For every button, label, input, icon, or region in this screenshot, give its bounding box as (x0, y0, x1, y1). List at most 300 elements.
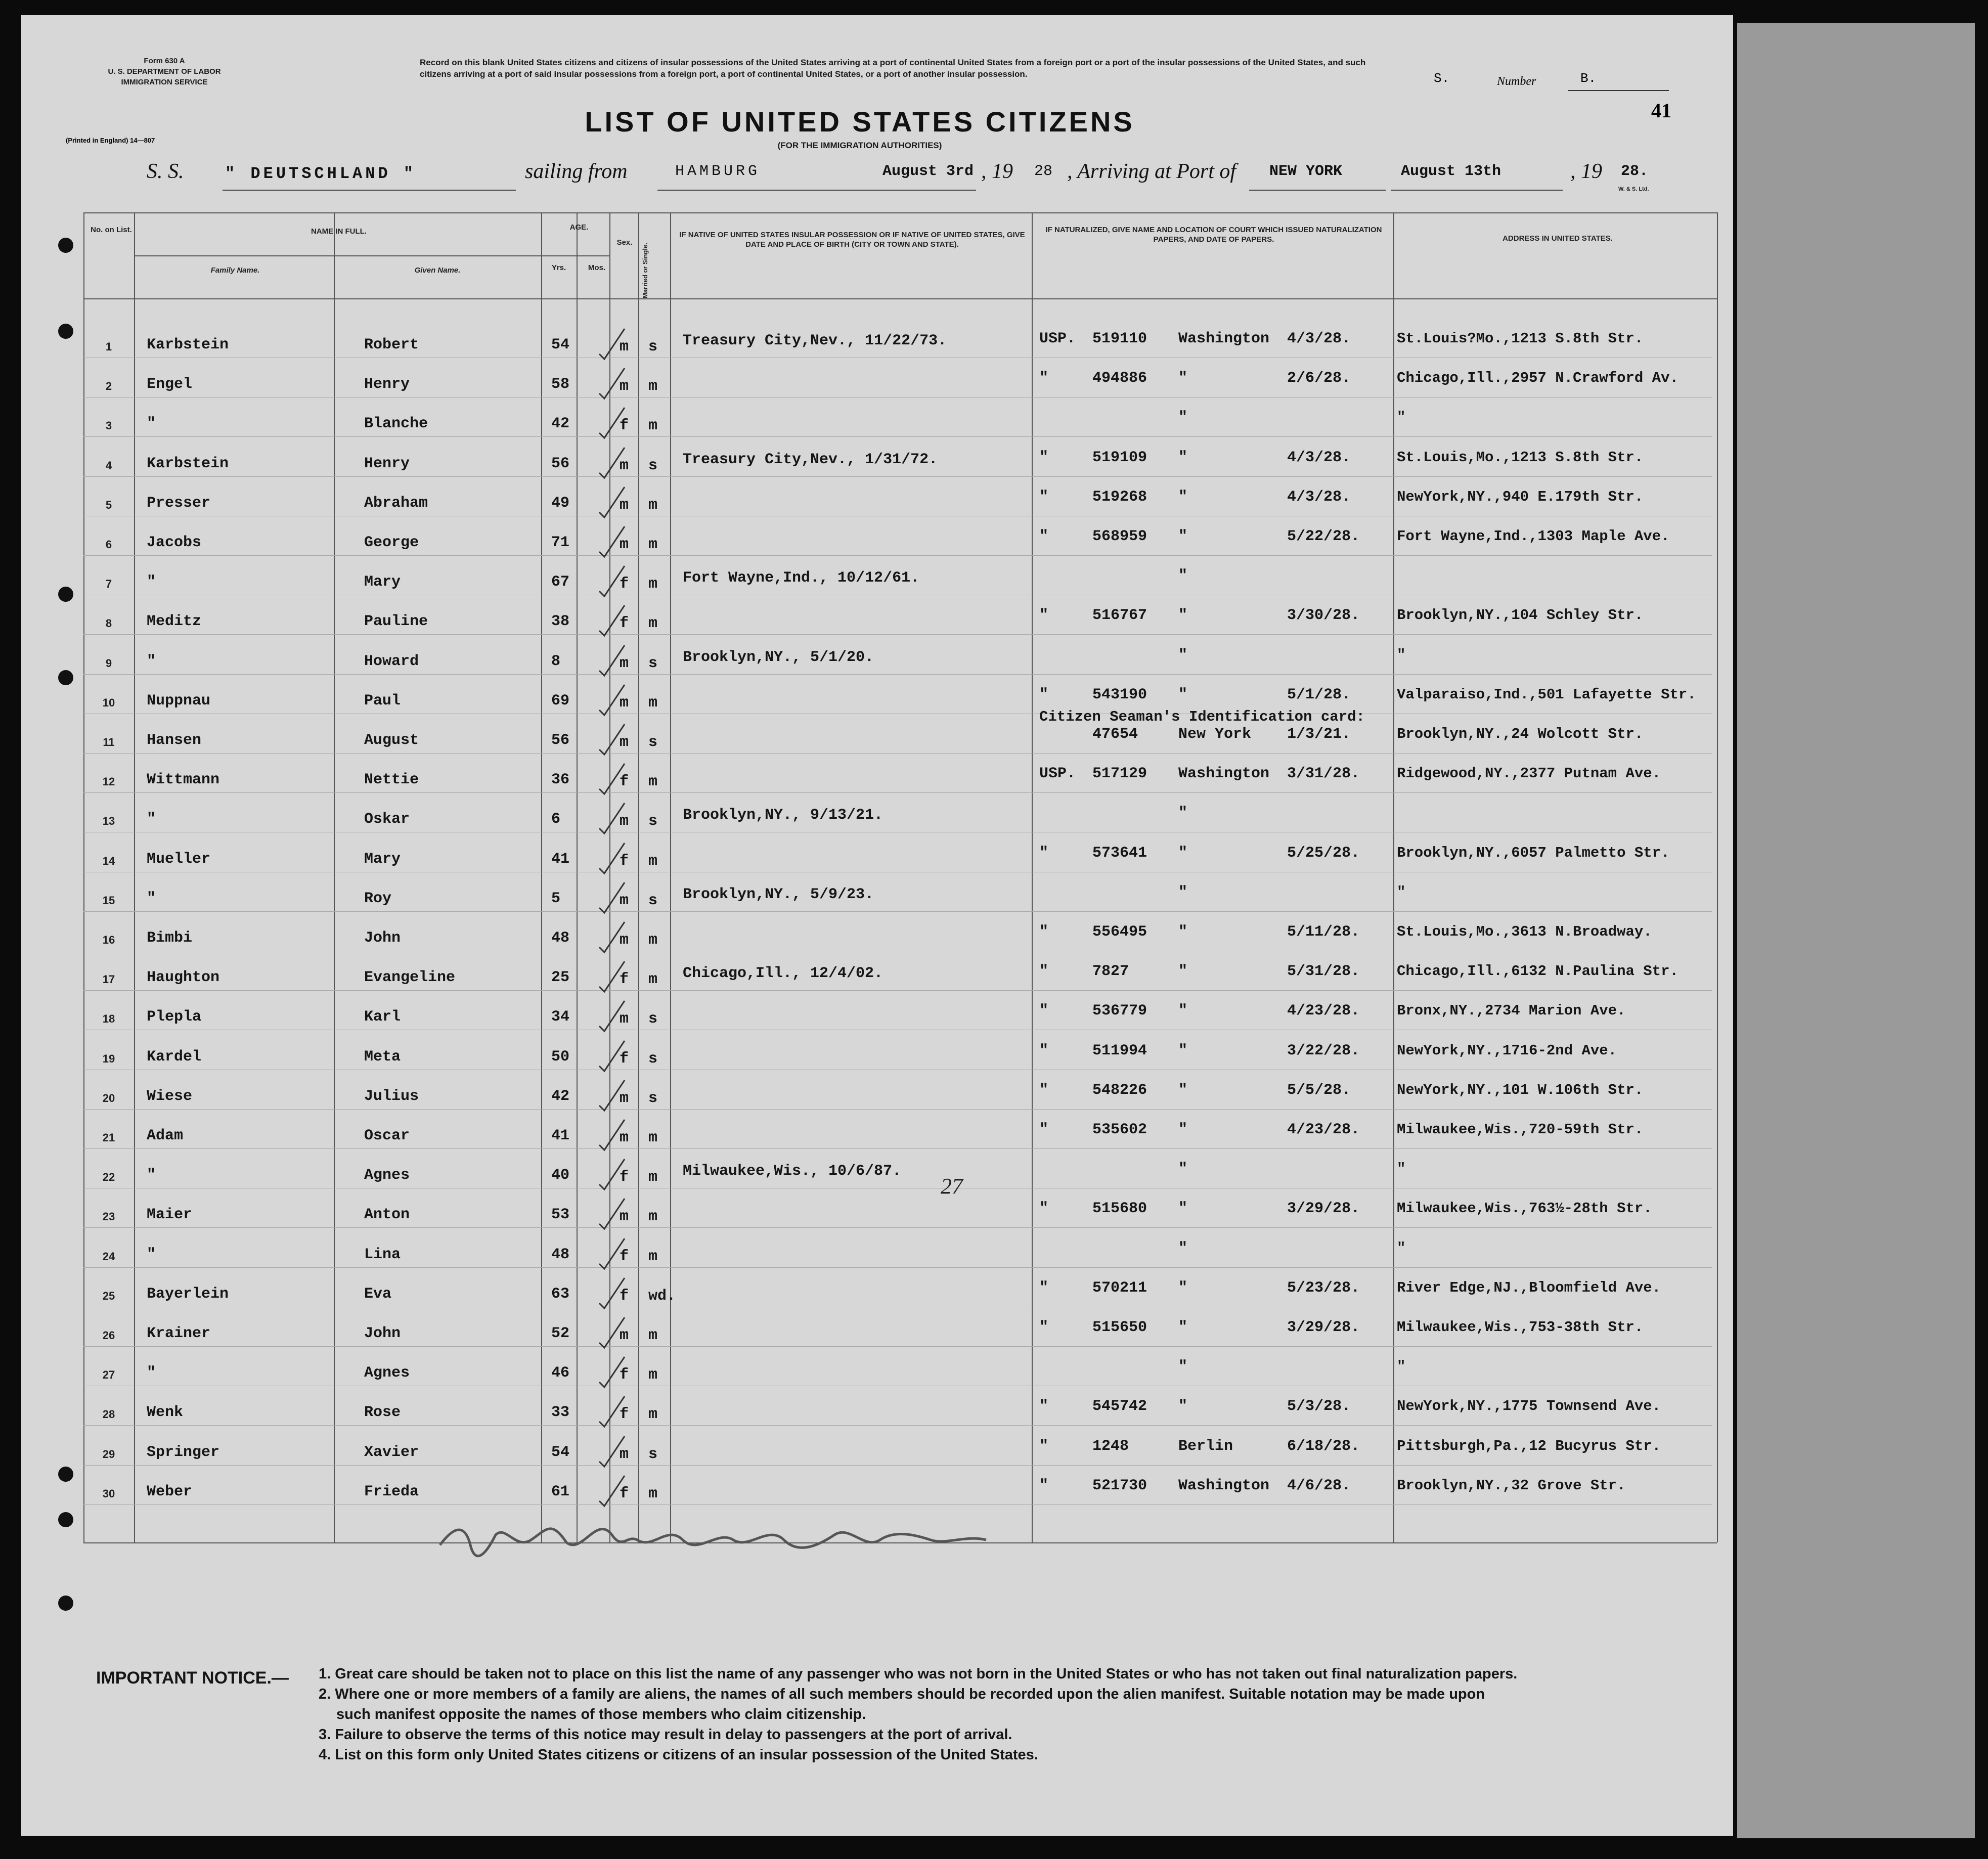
age-years: 56 (551, 732, 570, 749)
column-rule (334, 212, 335, 1542)
age-years: 42 (551, 415, 570, 432)
column-rule (638, 212, 639, 1542)
age-years: 49 (551, 495, 570, 512)
officer-signature (435, 1504, 1042, 1568)
naturalization-court: Berlin (1178, 1438, 1233, 1455)
us-address: Brooklyn,NY.,24 Wolcott Str. (1397, 726, 1644, 742)
age-years: 53 (551, 1206, 570, 1223)
check-mark-icon (597, 1394, 627, 1429)
page-title: LIST OF UNITED STATES CITIZENS (585, 106, 1135, 138)
given-name: George (364, 534, 419, 551)
header-given-name: Given Name. (414, 266, 461, 275)
sex: f (620, 773, 629, 790)
notice-item-2b: such manifest opposite the names of those members who claim citizenship. (336, 1706, 866, 1722)
naturalization-date: 5/23/28. (1287, 1279, 1360, 1297)
row-number: 10 (102, 696, 115, 709)
naturalization-court: " (1178, 845, 1188, 862)
us-address: Valparaiso,Ind.,501 Lafayette Str. (1397, 686, 1696, 703)
marital-status: s (648, 1090, 658, 1107)
sex: m (620, 536, 629, 553)
family-name: Karbstein (147, 455, 229, 472)
birth-place-date: Treasury City,Nev., 11/22/73. (683, 332, 947, 349)
row-line (83, 990, 1712, 991)
binder-hole (58, 1467, 73, 1482)
naturalization-number: 521730 (1092, 1477, 1147, 1494)
row-number: 25 (102, 1290, 115, 1302)
column-rule (541, 212, 542, 1542)
given-name: Howard (364, 653, 419, 670)
row-rule (83, 298, 1717, 299)
form-number: Form 630 A (144, 57, 185, 65)
naturalization-prefix: " (1039, 528, 1049, 545)
port-from-underline (657, 190, 875, 191)
row-number: 20 (102, 1092, 115, 1104)
port-to: NEW YORK (1269, 163, 1343, 180)
sex: m (620, 457, 629, 474)
naturalization-number: 545742 (1092, 1398, 1147, 1415)
birth-place-date: Chicago,Ill., 12/4/02. (683, 965, 883, 982)
row-line (83, 476, 1712, 477)
marital-status: s (648, 1446, 658, 1463)
naturalization-court: " (1178, 528, 1188, 545)
naturalization-number: 515680 (1092, 1200, 1147, 1217)
marital-status: m (648, 1169, 658, 1186)
age-years: 40 (551, 1167, 570, 1184)
age-years: 48 (551, 930, 570, 947)
check-mark-icon (597, 1038, 627, 1074)
family-name: Karbstein (147, 336, 229, 353)
naturalization-date: 1/3/21. (1287, 726, 1351, 743)
given-name: Anton (364, 1206, 410, 1223)
notice-label: IMPORTANT NOTICE.— (96, 1668, 289, 1688)
naturalization-date: 6/18/28. (1287, 1438, 1360, 1455)
naturalization-date: 4/3/28. (1287, 489, 1351, 506)
age-years: 71 (551, 534, 570, 551)
age-years: 56 (551, 455, 570, 472)
naturalization-date: 3/29/28. (1287, 1200, 1360, 1217)
check-mark-icon (597, 840, 627, 876)
arrival-date: August 13th (1401, 163, 1501, 180)
given-name: Henry (364, 376, 410, 393)
us-address: St.Louis,Mo.,3613 N.Broadway. (1397, 923, 1652, 940)
row-number: 5 (105, 499, 112, 511)
given-name: Abraham (364, 495, 428, 512)
printer-mark: W. & S. Ltd. (1618, 186, 1649, 192)
us-address: Brooklyn,NY.,32 Grove Str. (1397, 1477, 1626, 1494)
us-address: " (1397, 1358, 1406, 1375)
row-number: 21 (102, 1131, 115, 1144)
age-years: 38 (551, 613, 570, 630)
family-name: " (147, 653, 156, 670)
naturalization-court: " (1178, 1240, 1188, 1257)
row-number: 13 (102, 815, 115, 827)
age-years: 52 (551, 1325, 570, 1342)
family-name: Springer (147, 1444, 220, 1461)
record-note: Record on this blank United States citizens and citizens of insular possessions of the United States arriving at a port of continental United States from a foreign port or a port of the insular possessions of the United States, and such citizens arriving at a port of said insular possessions from a foreign port, a port of continental United States, or a port of another insular possession. (420, 58, 1366, 79)
naturalization-prefix: " (1039, 370, 1049, 387)
check-mark-icon (597, 326, 627, 362)
us-address: " (1397, 409, 1406, 426)
binder-hole (58, 238, 73, 253)
sex: m (620, 378, 629, 395)
column-rule (1032, 212, 1033, 1542)
us-address: Brooklyn,NY.,6057 Palmetto Str. (1397, 845, 1670, 861)
column-rule (577, 212, 578, 1542)
age-years: 25 (551, 969, 570, 986)
naturalization-prefix: " (1039, 449, 1049, 466)
naturalization-prefix: " (1039, 1477, 1049, 1494)
naturalization-prefix: " (1039, 1319, 1049, 1336)
us-address: Milwaukee,Wis.,763½-28th Str. (1397, 1200, 1652, 1217)
naturalization-court: " (1178, 884, 1188, 901)
given-name: John (364, 1325, 401, 1342)
naturalization-date: 4/3/28. (1287, 449, 1351, 466)
birth-place-date: Treasury City,Nev., 1/31/72. (683, 451, 938, 468)
naturalization-date: 4/6/28. (1287, 1477, 1351, 1494)
sex: m (620, 338, 629, 356)
given-name: Paul (364, 692, 401, 710)
given-name: Agnes (364, 1364, 410, 1382)
age-years: 6 (551, 811, 561, 828)
row-number: 24 (102, 1250, 115, 1263)
marital-status: m (648, 576, 658, 593)
family-name: Wenk (147, 1404, 184, 1421)
us-address: Chicago,Ill.,6132 N.Paulina Str. (1397, 963, 1678, 980)
naturalization-date: 4/23/28. (1287, 1002, 1360, 1020)
us-address: " (1397, 1161, 1406, 1177)
column-rule (1717, 212, 1718, 1542)
marital-status: s (648, 338, 658, 356)
row-line (83, 911, 1712, 912)
check-mark-icon (597, 880, 627, 915)
naturalization-court: " (1178, 1200, 1188, 1217)
naturalization-court: " (1178, 805, 1188, 822)
naturalization-number: 548226 (1092, 1082, 1147, 1099)
number-value: B. (1580, 71, 1597, 86)
us-address: " (1397, 647, 1406, 663)
row-line (83, 1148, 1712, 1149)
marital-status: s (648, 457, 658, 474)
naturalization-date: 5/1/28. (1287, 686, 1351, 703)
header-naturalized: IF NATURALIZED, GIVE NAME AND LOCATION OF COURT WHICH ISSUED NATURALIZATION PAPERS, AND DATE OF PAPERS. (1045, 226, 1382, 244)
us-address: St.Louis?Mo.,1213 S.8th Str. (1397, 330, 1644, 347)
naturalization-date: 5/31/28. (1287, 963, 1360, 980)
age-years: 67 (551, 573, 570, 591)
sex: m (620, 1446, 629, 1463)
given-name: Meta (364, 1048, 401, 1066)
naturalization-court: " (1178, 409, 1188, 426)
sex: f (620, 1288, 629, 1305)
check-mark-icon (597, 643, 627, 678)
ship-underline (223, 190, 516, 191)
check-mark-icon (597, 801, 627, 836)
check-mark-icon (597, 1236, 627, 1271)
family-name: " (147, 1167, 156, 1184)
column-rule (670, 212, 671, 1542)
naturalization-date: 5/11/28. (1287, 923, 1360, 941)
given-name: Nettie (364, 771, 419, 788)
date-from-underline (875, 190, 976, 191)
header-yrs: Yrs. (551, 263, 566, 272)
birth-place-date: Fort Wayne,Ind., 10/12/61. (683, 569, 920, 587)
header-age: AGE. (569, 223, 589, 232)
age-years: 5 (551, 890, 561, 907)
birth-place-date: Brooklyn,NY., 9/13/21. (683, 807, 883, 824)
given-name: Roy (364, 890, 392, 907)
given-name: Robert (364, 336, 419, 353)
age-years: 63 (551, 1286, 570, 1303)
check-mark-icon (597, 1315, 627, 1350)
marital-status: m (648, 694, 658, 712)
row-number: 11 (103, 736, 115, 748)
family-name: " (147, 1364, 156, 1382)
age-years: 58 (551, 376, 570, 393)
us-address: NewYork,NY.,101 W.106th Str. (1397, 1082, 1644, 1098)
family-name: Maier (147, 1206, 193, 1223)
given-name: Agnes (364, 1167, 410, 1184)
us-address: NewYork,NY.,940 E.179th Str. (1397, 489, 1644, 505)
marital-status: m (648, 1248, 658, 1265)
naturalization-court: Washington (1178, 765, 1270, 782)
marital-status: m (648, 932, 658, 949)
ship-name: " DEUTSCHLAND " (225, 164, 417, 183)
row-line (83, 634, 1712, 635)
sex: f (620, 1248, 629, 1265)
arrival-year: 28. (1621, 163, 1649, 180)
row-line (83, 753, 1712, 754)
row-line (83, 436, 1712, 437)
header-native-birth: IF NATIVE OF UNITED STATES INSULAR POSSESSION OR IF NATIVE OF UNITED STATES, GIVE DATE AND PLACE OF BIRTH (CITY OR TOWN AND STATE). (679, 231, 1025, 249)
naturalization-prefix: " (1039, 845, 1049, 862)
age-years: 33 (551, 1404, 570, 1421)
naturalization-court: " (1178, 1042, 1188, 1059)
naturalization-date: 3/31/28. (1287, 765, 1360, 782)
row-line (83, 1267, 1712, 1268)
sex: f (620, 853, 629, 870)
naturalization-prefix: " (1039, 607, 1049, 624)
check-mark-icon (597, 682, 627, 718)
sex: m (620, 1090, 629, 1107)
row-number: 15 (102, 894, 115, 907)
check-mark-icon (597, 603, 627, 638)
sex: f (620, 576, 629, 593)
marital-status: s (648, 892, 658, 909)
family-name: Engel (147, 376, 193, 393)
us-address: Fort Wayne,Ind.,1303 Maple Ave. (1397, 528, 1670, 545)
birth-place-date: Brooklyn,NY., 5/9/23. (683, 886, 874, 903)
naturalization-court: " (1178, 1002, 1188, 1020)
check-mark-icon (597, 366, 627, 401)
naturalization-court: " (1178, 449, 1188, 466)
us-address: " (1397, 1240, 1406, 1257)
row-number: 4 (105, 459, 112, 472)
naturalization-number: 568959 (1092, 528, 1147, 545)
naturalization-court: " (1178, 1279, 1188, 1297)
row-number: 19 (102, 1052, 115, 1065)
notice-item-2: 2. Where one or more members of a family are aliens, the names of all such members should be recorded upon the alien manifest. Suitable notation may be made upon (319, 1686, 1485, 1702)
family-name: Meditz (147, 613, 202, 630)
sex: m (620, 734, 629, 751)
row-line (83, 1425, 1712, 1426)
departure-date: August 3rd (882, 163, 974, 180)
family-name: Krainer (147, 1325, 211, 1342)
row-line (83, 1227, 1712, 1228)
us-address: NewYork,NY.,1716-2nd Ave. (1397, 1042, 1617, 1059)
row-number: 23 (102, 1210, 115, 1223)
row-number: 30 (102, 1487, 115, 1500)
column-rule (1393, 212, 1394, 1542)
year-prefix-from: , 19 (981, 160, 1013, 183)
naturalization-court: " (1178, 370, 1188, 387)
binder-hole (58, 587, 73, 602)
naturalization-date: 4/23/28. (1287, 1121, 1360, 1138)
row-line (83, 555, 1712, 556)
naturalization-number: 519110 (1092, 330, 1147, 347)
sex: m (620, 1129, 629, 1146)
check-mark-icon (597, 445, 627, 480)
family-name: " (147, 573, 156, 591)
us-address: NewYork,NY.,1775 Townsend Ave. (1397, 1398, 1661, 1414)
us-address: Milwaukee,Wis.,753-38th Str. (1397, 1319, 1644, 1336)
naturalization-date: 5/5/28. (1287, 1082, 1351, 1099)
binder-hole (58, 670, 73, 685)
us-address: Pittsburgh,Pa.,12 Bucyrus Str. (1397, 1438, 1661, 1454)
marital-status: m (648, 1129, 658, 1146)
row-number: 16 (102, 934, 115, 946)
row-line (83, 792, 1712, 793)
sex: f (620, 615, 629, 632)
naturalization-court: New York (1178, 726, 1252, 743)
check-mark-icon (597, 405, 627, 440)
family-name: Kardel (147, 1048, 202, 1066)
printed-note: (Printed in England) 14—807 (66, 137, 155, 144)
birth-place-date: Brooklyn,NY., 5/1/20. (683, 649, 874, 666)
page-subtitle: (FOR THE IMMIGRATION AUTHORITIES) (777, 141, 942, 150)
port-from: HAMBURG (675, 163, 761, 180)
naturalization-prefix: " (1039, 1279, 1049, 1297)
age-years: 61 (551, 1483, 570, 1500)
age-years: 48 (551, 1246, 570, 1263)
notice-item-3: 3. Failure to observe the terms of this notice may result in delay to passengers at the port of arrival. (319, 1727, 1012, 1743)
number-underline (1568, 90, 1669, 91)
check-mark-icon (597, 524, 627, 559)
given-name: Eva (364, 1286, 392, 1303)
header-name-in-full: NAME IN FULL. (311, 227, 367, 236)
naturalization-number: 494886 (1092, 370, 1147, 387)
sex: f (620, 971, 629, 988)
marital-status: m (648, 497, 658, 514)
sailing-label: sailing from (525, 160, 628, 183)
naturalization-date: 3/22/28. (1287, 1042, 1360, 1059)
family-name: Plepla (147, 1008, 202, 1026)
number-label: Number (1497, 75, 1536, 88)
marital-status: m (648, 773, 658, 790)
check-mark-icon (597, 1434, 627, 1469)
check-mark-icon (597, 761, 627, 796)
header-address: ADDRESS IN UNITED STATES. (1503, 234, 1613, 243)
header-sex: Sex. (616, 238, 633, 247)
age-years: 8 (551, 653, 561, 670)
naturalization-date: 5/25/28. (1287, 845, 1360, 862)
row-number: 7 (105, 578, 112, 590)
naturalization-prefix: " (1039, 1042, 1049, 1059)
marital-status: wd. (648, 1288, 676, 1305)
us-address: Chicago,Ill.,2957 N.Crawford Av. (1397, 370, 1678, 386)
given-name: Xavier (364, 1444, 419, 1461)
given-name: John (364, 930, 401, 947)
row-number: 27 (102, 1368, 115, 1381)
naturalization-prefix: " (1039, 489, 1049, 506)
sex: f (620, 1366, 629, 1384)
family-name: " (147, 811, 156, 828)
row-rule (83, 212, 1717, 213)
age-years: 34 (551, 1008, 570, 1026)
marital-status: m (648, 536, 658, 553)
sex: m (620, 1327, 629, 1344)
column-rule (134, 212, 135, 1542)
naturalization-court: " (1178, 1398, 1188, 1415)
row-number: 12 (102, 775, 115, 788)
naturalization-date: 5/3/28. (1287, 1398, 1351, 1415)
naturalization-court: " (1178, 1319, 1188, 1336)
given-name: Evangeline (364, 969, 456, 986)
row-number: 9 (105, 657, 112, 670)
naturalization-court: " (1178, 607, 1188, 624)
us-address: River Edge,NJ.,Bloomfield Ave. (1397, 1279, 1661, 1296)
row-number: 6 (105, 538, 112, 551)
sex: m (620, 1208, 629, 1225)
us-address: Milwaukee,Wis.,720-59th Str. (1397, 1121, 1644, 1138)
sex: f (620, 1169, 629, 1186)
row-number: 29 (102, 1448, 115, 1460)
marital-status: m (648, 1208, 658, 1225)
family-name: Wiese (147, 1088, 193, 1105)
row-number: 8 (105, 617, 112, 630)
naturalization-court: " (1178, 686, 1188, 703)
naturalization-number: 1248 (1092, 1438, 1129, 1455)
row-number: 26 (102, 1329, 115, 1342)
us-address: Ridgewood,NY.,2377 Putnam Ave. (1397, 765, 1661, 782)
year-prefix-to: , 19 (1570, 160, 1602, 183)
backing-strip (1737, 23, 1975, 1838)
check-mark-icon (597, 563, 627, 599)
naturalization-prefix: " (1039, 1398, 1049, 1415)
age-years: 36 (551, 771, 570, 788)
marital-status: m (648, 853, 658, 870)
family-name: " (147, 1246, 156, 1263)
check-mark-icon (597, 1196, 627, 1231)
naturalization-number: 519268 (1092, 489, 1147, 506)
naturalization-court: " (1178, 963, 1188, 980)
form-info (56, 56, 273, 87)
sex: m (620, 655, 629, 672)
departure-year: 28 (1034, 163, 1053, 180)
family-name: Weber (147, 1483, 193, 1500)
row-number: 17 (102, 973, 115, 986)
given-name: Lina (364, 1246, 401, 1263)
naturalization-prefix: " (1039, 1121, 1049, 1138)
naturalization-court: " (1178, 1358, 1188, 1376)
naturalization-prefix: USP. (1039, 330, 1076, 347)
age-years: 46 (551, 1364, 570, 1382)
sex: m (620, 932, 629, 949)
naturalization-date: 5/22/28. (1287, 528, 1360, 545)
check-mark-icon (597, 998, 627, 1034)
us-address: Bronx,NY.,2734 Marion Ave. (1397, 1002, 1626, 1019)
row-number: 3 (105, 419, 112, 432)
check-mark-icon (597, 1473, 627, 1509)
naturalization-court: " (1178, 1161, 1188, 1178)
